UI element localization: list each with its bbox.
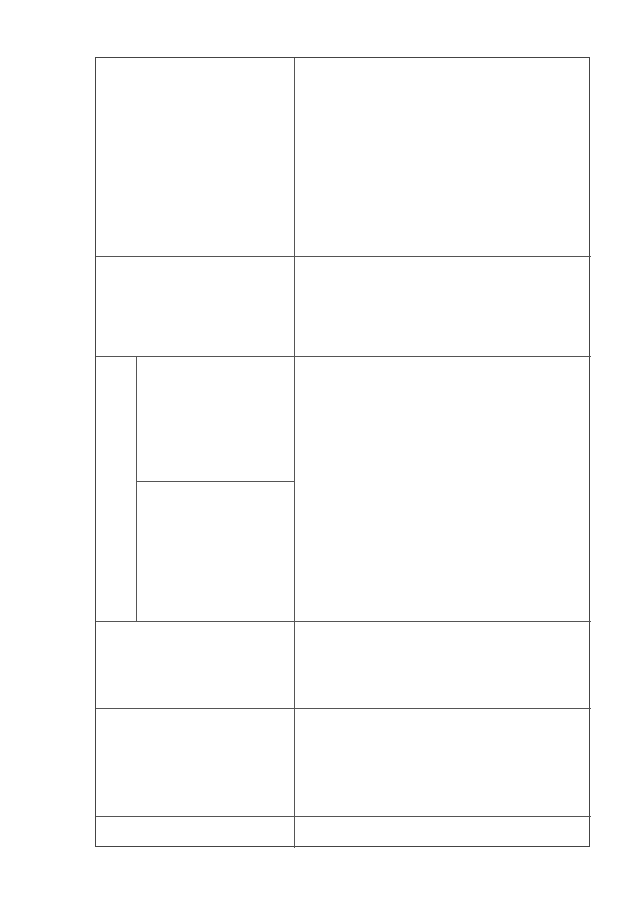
- row-separator: [96, 621, 591, 622]
- row-separator: [96, 356, 591, 357]
- row-separator: [96, 816, 591, 817]
- basis-row-separator: [136, 481, 294, 482]
- row-separator: [96, 256, 591, 257]
- header-separator: [294, 58, 295, 848]
- row-separator: [96, 708, 591, 709]
- basis-subdivider: [136, 356, 137, 621]
- program-table: [95, 57, 590, 847]
